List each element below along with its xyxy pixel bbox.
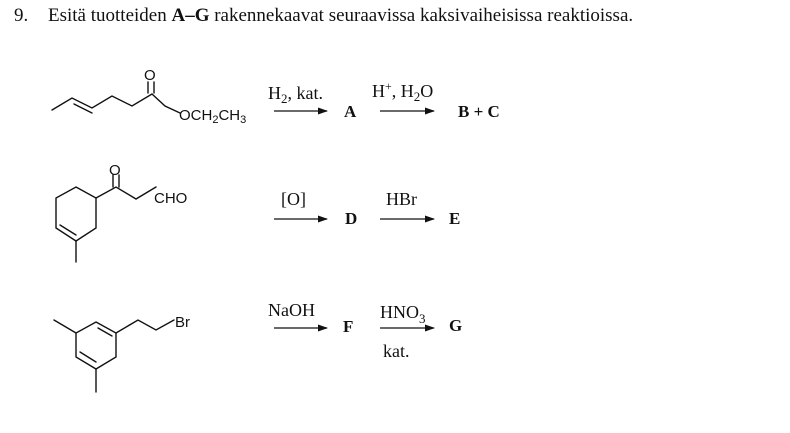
question-text-bold: A–G — [171, 5, 210, 26]
product-g: G — [449, 316, 463, 335]
aldehyde-group-label: CHO — [154, 190, 188, 207]
reagent-catalyst: kat. — [383, 341, 410, 361]
cyclohexene-ketone-skeleton — [56, 175, 156, 262]
ester-skeleton — [52, 82, 180, 113]
reagent-nitric-acid: $HNO_3$ — [380, 302, 426, 326]
question-text-start: Esitä tuotteiden — [48, 5, 172, 26]
ketone-oxygen-label: O — [109, 162, 121, 179]
product-a: A — [344, 102, 357, 121]
bromine-label: Br — [175, 314, 190, 331]
product-e: E — [449, 209, 461, 228]
reagent-oxidation: [O] — [281, 189, 306, 209]
products-b-c: B + C — [458, 102, 500, 121]
reaction-2 — [56, 162, 460, 262]
product-f: F — [343, 317, 354, 336]
reaction-1 — [52, 67, 500, 126]
reagent-hydrogen-catalyst: $H_2$, kat. — [268, 83, 323, 106]
ester-group-label: $OCH_2CH_3$ — [179, 107, 247, 126]
question-number: 9. — [14, 5, 29, 26]
reagent-acid-water: H+, $H_2O$ — [372, 79, 434, 104]
reagent-hydrogen-bromide: HBr — [386, 189, 417, 209]
reagent-sodium-hydroxide: NaOH — [268, 300, 315, 320]
carbonyl-oxygen-label: O — [144, 67, 156, 84]
benzyl-bromide-skeleton — [54, 320, 174, 392]
question-text-end: rakennekaavat seuraavissa kaksivaiheisissa reaktioissa. — [209, 5, 634, 26]
reaction-3 — [54, 300, 462, 392]
product-d: D — [345, 209, 358, 228]
